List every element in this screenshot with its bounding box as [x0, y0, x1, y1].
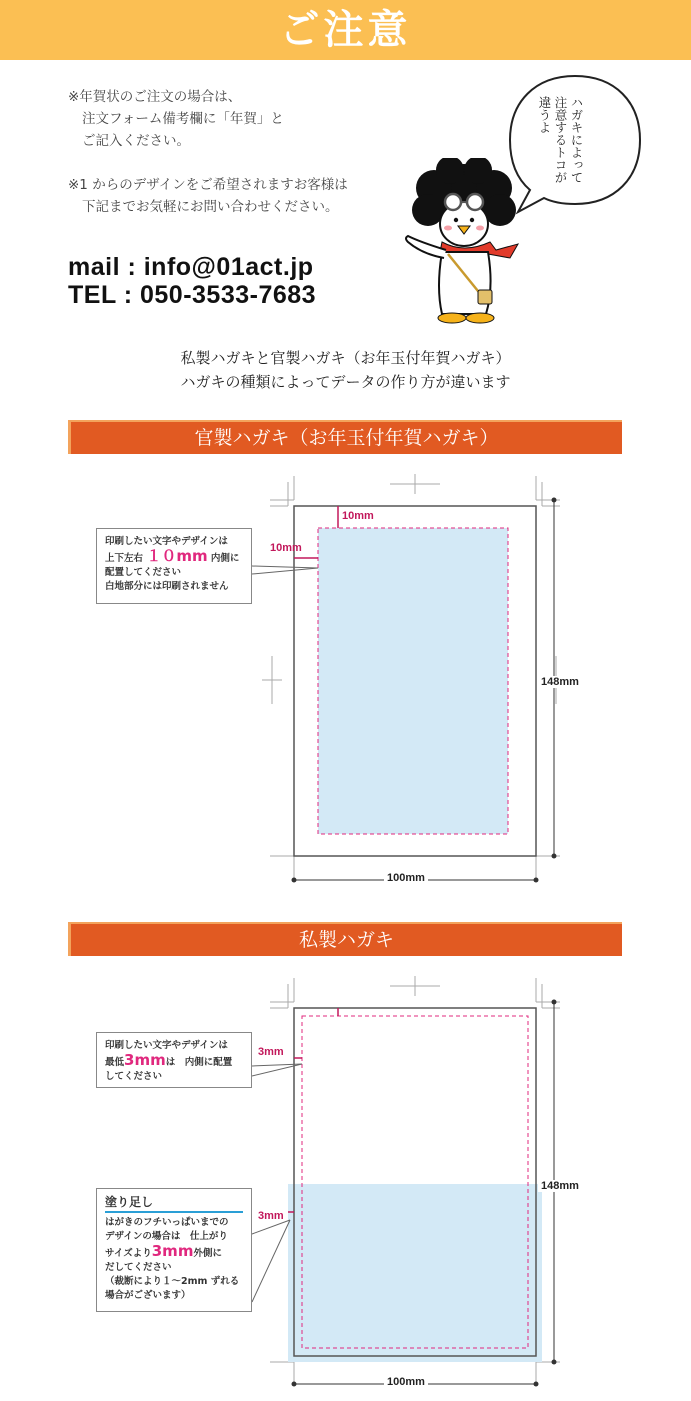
bleed-margin-label: 3mm [258, 1210, 284, 1222]
private-card-diagram [250, 972, 580, 1392]
section-banner-private [68, 922, 622, 956]
page-title: ご注意 [279, 7, 412, 53]
official-card-diagram [250, 470, 580, 890]
section-title: 官製ハガキ（お年玉付年賀ハガキ） [194, 427, 499, 449]
width-label: 100mm [384, 1376, 428, 1388]
contact-tel[interactable]: TEL : 050-3533-7683 [68, 281, 317, 309]
callout-private: 印刷したい文字やデザインは 最低3mmは 内側に配置 してください [96, 1032, 252, 1088]
note-line: 注文フォーム備考欄に「年賀」と [82, 111, 284, 127]
note-design [68, 174, 348, 218]
callout-bleed: 塗り足し はがきのフチいっぱいまでの デザインの場合は 仕上がり サイズより3mm外側に だしてください （裁断により１～2mm ずれる 場合がございます） [96, 1188, 252, 1312]
margin-left-label: 10mm [270, 542, 302, 554]
note-line: 下記までお気軽にお問い合わせください。 [82, 199, 339, 215]
width-label: 100mm [384, 872, 428, 884]
bleed-title: 塗り足し [105, 1195, 243, 1213]
note-line: ※年賀状のご注文の場合は、 [68, 89, 242, 105]
mascot-icon [398, 158, 528, 332]
note-line: ご記入ください。 [82, 133, 190, 149]
intro-text: 私製ハガキと官製ハガキ（お年玉付年賀ハガキ） ハガキの種類によってデータの作り方が違います [180, 349, 511, 391]
margin-top-label: 10mm [342, 510, 374, 522]
height-label: 148mm [538, 676, 582, 688]
note-line: ※1 からのデザインをご希望されますお客様は [68, 177, 348, 193]
section-banner-official [68, 420, 622, 454]
contact-mail[interactable]: mail : info@01act.jp [68, 253, 314, 281]
speech-text: ハガキによって 注意するトコが 違うよ [537, 96, 584, 184]
height-label: 148mm [538, 1180, 582, 1192]
margin-label: 3mm [258, 1046, 284, 1058]
note-nengajo [68, 86, 284, 152]
section-title: 私製ハガキ [298, 929, 394, 951]
callout-official: 印刷したい文字やデザインは 上下左右 １０mm 内側に 配置してください 白地部分には印刷されません [96, 528, 252, 604]
